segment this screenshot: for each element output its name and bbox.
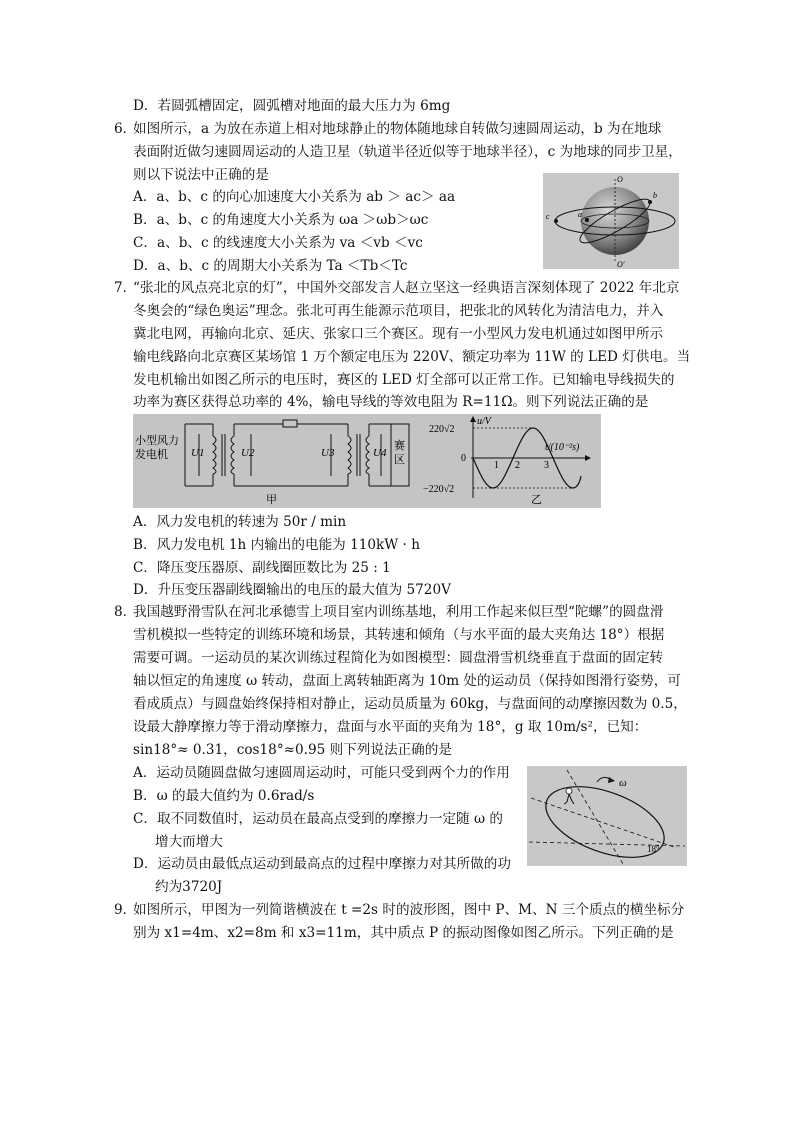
label-u4: U4 bbox=[373, 447, 387, 459]
q7-line-4: 输电线路向北京赛区某场馆 1 万个额定电压为 220V、额定功率为 11W 的 LED 灯供电。当 bbox=[133, 349, 691, 365]
q8-option-d-cont: 约为3720J bbox=[155, 879, 223, 895]
tick-neg: −220√2 bbox=[423, 484, 455, 495]
q6-option-a: A．a、b、c 的向心加速度大小关系为 ab ＞ ac＞ aa bbox=[133, 189, 456, 205]
label-o: O bbox=[617, 175, 623, 184]
q9-line-1: 如图所示，甲图为一列简谐横波在 t =2s 时的波形图，图中 P、M、N 三个质点的横坐标分 bbox=[133, 902, 685, 918]
q6-earth-figure bbox=[543, 173, 679, 269]
label-area-2: 区 bbox=[394, 453, 405, 466]
figure-background bbox=[527, 766, 687, 866]
q7-line-2: 冬奥会的“绿色奥运”理念。张北可再生能源示范项目，把张北的风转化为清洁电力，并入 bbox=[133, 303, 664, 319]
q8-number: 8． bbox=[114, 604, 137, 620]
q8-line-6: 设最大静摩擦力等于滑动摩擦力，盘面与水平面的夹角为 18°，g 取 10m/s²，已知： bbox=[133, 719, 648, 735]
label-yi: 乙 bbox=[531, 493, 542, 506]
u-axis-label: u/V bbox=[477, 416, 491, 427]
q8-option-d: D．运动员由最低点运动到最高点的过程中摩擦力对其所做的功 bbox=[133, 856, 511, 872]
q7-option-b: B．风力发电机 1h 内输出的电能为 110kW · h bbox=[133, 537, 420, 553]
tick-t2: 2 bbox=[515, 460, 520, 471]
tick-pos: 220√2 bbox=[429, 424, 455, 435]
generator-label-1: 小型风力 bbox=[135, 434, 179, 447]
tick-zero: 0 bbox=[461, 453, 466, 464]
q6-option-b: B．a、b、c 的角速度大小关系为 ωa ＞ωb＞ωc bbox=[133, 212, 429, 228]
q7-circuit-figure bbox=[133, 414, 601, 508]
q8-line-1: 我国越野滑雪队在河北承德雪上项目室内训练基地，利用工作起来似巨型“陀螺”的圆盘滑 bbox=[133, 604, 664, 620]
q8-line-4: 轴以恒定的角速度 ω 转动，盘面上离转轴距离为 10m 处的运动员（保持如图滑行姿势，可 bbox=[133, 673, 681, 689]
label-o-prime: O′ bbox=[617, 260, 625, 269]
label-u1: U1 bbox=[191, 447, 205, 459]
q7-line-6: 功率为赛区获得总功率的 4%，输电导线的等效电阻为 R=11Ω。则下列说法正确的是 bbox=[133, 394, 649, 410]
q6-line-3: 则以下说法中正确的是 bbox=[133, 167, 269, 183]
point-b bbox=[648, 200, 652, 204]
label-area-1: 赛 bbox=[394, 439, 405, 452]
tick-t1: 1 bbox=[494, 460, 499, 471]
point-a bbox=[585, 218, 589, 222]
q7-option-a: A．风力发电机的转速为 50r / min bbox=[133, 514, 347, 530]
q8-option-c: C．取不同数值时，运动员在最高点受到的摩擦力一定随 ω 的 bbox=[133, 811, 503, 827]
omega-label: ω bbox=[619, 777, 627, 789]
q5-option-d: D．若圆弧槽固定，圆弧槽对地面的最大压力为 6mg bbox=[133, 98, 451, 114]
label-jia: 甲 bbox=[266, 493, 277, 506]
label-u3: U3 bbox=[321, 447, 335, 459]
label-u2: U2 bbox=[241, 447, 255, 459]
q6-line-2: 表面附近做匀速圆周运动的人造卫星（轨道半径近似等于地球半径），c 为地球的同步卫星， bbox=[133, 144, 682, 160]
q8-line-2: 雪机模拟一些特定的训练环境和场景，其转速和倾角（与水平面的最大夹角达 18°）根据 bbox=[133, 627, 665, 643]
q8-option-b: B．ω 的最大值约为 0.6rad/s bbox=[133, 788, 315, 804]
q6-option-d: D．a、b、c 的周期大小关系为 Ta ＜Tb＜Tc bbox=[133, 258, 408, 274]
label-b: b bbox=[653, 191, 657, 200]
q8-line-3: 需要可调。一运动员的某次训练过程简化为如图模型：圆盘滑雪机绕垂直于盘面的固定转 bbox=[133, 650, 664, 666]
q9-number: 9． bbox=[114, 902, 137, 918]
q7-option-d: D．升压变压器副线圈输出的电压的最大值为 5720V bbox=[133, 582, 451, 598]
q7-line-5: 发电机输出如图乙所示的电压时，赛区的 LED 灯全部可以正常工作。已知输电导线损失的 bbox=[133, 372, 675, 388]
q7-line-1: “张北的风点亮北京的灯”，中国外交部发言人赵立坚这一经典语言深刻体现了 2022 年北京 bbox=[133, 280, 680, 296]
q7-line-3: 冀北电网，再输向北京、延庆、张家口三个赛区。现有一小型风力发电机通过如图甲所示 bbox=[133, 326, 664, 342]
label-a: a bbox=[578, 210, 582, 219]
label-c: c bbox=[546, 212, 550, 221]
q8-disk-figure bbox=[527, 766, 687, 866]
q8-option-c-cont: 增大而增大 bbox=[155, 834, 223, 850]
q6-line-1: 如图所示，a 为放在赤道上相对地球静止的物体随地球自转做匀速圆周运动，b 为在地球 bbox=[133, 121, 662, 137]
q8-option-a: A．运动员随圆盘做匀速圆周运动时，可能只受到两个力的作用 bbox=[133, 765, 510, 781]
q7-option-c: C．降压变压器原、副线圈匝数比为 25 : 1 bbox=[133, 560, 391, 576]
q8-line-7: sin18°≈ 0.31，cos18°≈0.95 则下列说法正确的是 bbox=[133, 742, 452, 758]
q8-line-5: 看成质点）与圆盘始终保持相对静止，运动员质量为 60kg，与盘面间的动摩擦因数为 0.5， bbox=[133, 696, 687, 712]
q6-option-c: C．a、b、c 的线速度大小关系为 va ＜vb ＜vc bbox=[133, 235, 423, 251]
t-axis-label: t/(10⁻²s) bbox=[545, 442, 580, 453]
skier-head bbox=[566, 788, 572, 794]
q7-number: 7． bbox=[114, 280, 137, 296]
q9-line-2: 别为 x1=4m、x2=8m 和 x3=11m，其中质点 P 的振动图像如图乙所示。下列正确的是 bbox=[133, 925, 674, 941]
tick-t3: 3 bbox=[544, 460, 549, 471]
point-c bbox=[554, 219, 558, 223]
angle-label: 18° bbox=[647, 844, 660, 854]
q6-number: 6． bbox=[114, 121, 137, 137]
generator-label-2: 发电机 bbox=[135, 448, 168, 461]
